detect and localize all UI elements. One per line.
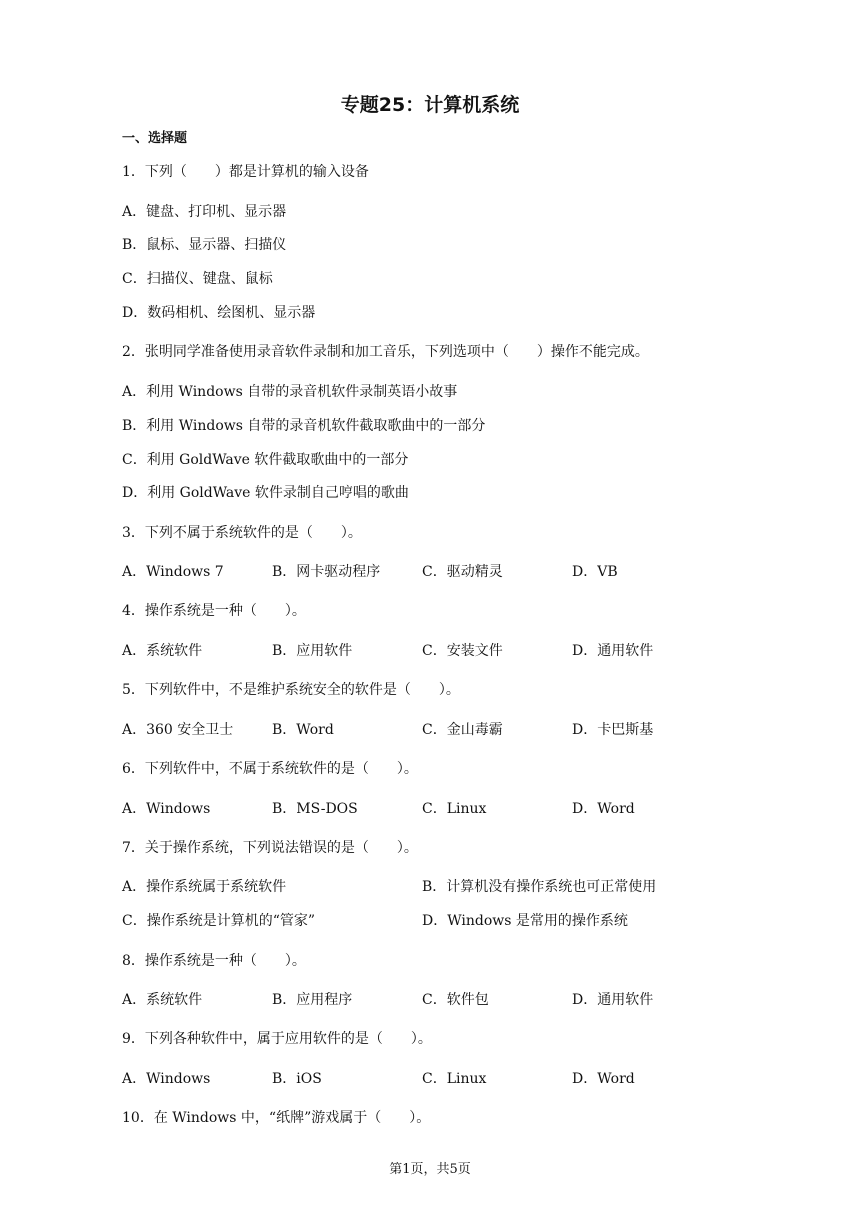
option-c: C．利用 GoldWave 软件截取歌曲中的一部分	[122, 452, 409, 468]
option-d: D．Word	[572, 801, 635, 817]
option-a: A．系统软件	[122, 992, 203, 1008]
option-d: D．Word	[572, 1071, 635, 1087]
section-heading: 一、选择题	[122, 131, 188, 146]
option-a: A．Windows	[122, 801, 211, 817]
question-stem: 5．下列软件中，不是维护系统安全的软件是（ ）。	[122, 682, 460, 698]
option-a: A．Windows	[122, 1071, 211, 1087]
option-d: D．通用软件	[572, 643, 654, 659]
option-d: D．卡巴斯基	[572, 722, 654, 738]
option-b: B．鼠标、显示器、扫描仪	[122, 237, 287, 253]
option-c: C．驱动精灵	[422, 564, 503, 580]
question-stem: 7．关于操作系统，下列说法错误的是（ ）。	[122, 840, 418, 856]
question-stem: 4．操作系统是一种（ ）。	[122, 603, 306, 619]
option-a: A．键盘、打印机、显示器	[122, 204, 287, 220]
option-a: A．系统软件	[122, 643, 203, 659]
option-b: B．MS-DOS	[272, 801, 358, 817]
option-b: B．网卡驱动程序	[272, 564, 381, 580]
option-b: B．应用程序	[272, 992, 353, 1008]
option-a: A．操作系统属于系统软件	[122, 879, 287, 895]
option-c: C．安装文件	[422, 643, 503, 659]
question-stem: 1．下列（ ）都是计算机的输入设备	[122, 164, 369, 180]
page-footer: 第1页，共5页	[389, 1162, 471, 1177]
option-d: D．Windows 是常用的操作系统	[422, 913, 628, 929]
option-b: B．利用 Windows 自带的录音机软件截取歌曲中的一部分	[122, 418, 486, 434]
question-stem: 10．在 Windows 中，“纸牌”游戏属于（ ）。	[122, 1110, 431, 1126]
option-c: C．扫描仪、键盘、鼠标	[122, 271, 273, 287]
option-b: B．iOS	[272, 1071, 322, 1087]
option-d: D．利用 GoldWave 软件录制自己哼唱的歌曲	[122, 485, 409, 501]
option-b: B．Word	[272, 722, 334, 738]
option-c: C．软件包	[422, 992, 489, 1008]
question-stem: 9．下列各种软件中，属于应用软件的是（ ）。	[122, 1031, 432, 1047]
option-d: D．通用软件	[572, 992, 654, 1008]
option-d: D．数码相机、绘图机、显示器	[122, 305, 316, 321]
question-stem: 6．下列软件中，不属于系统软件的是（ ）。	[122, 761, 418, 777]
option-c: C．Linux	[422, 1071, 487, 1087]
option-b: B．应用软件	[272, 643, 353, 659]
option-b: B．计算机没有操作系统也可正常使用	[422, 879, 657, 895]
option-d: D．VB	[572, 564, 618, 580]
question-stem: 3．下列不属于系统软件的是（ ）。	[122, 525, 362, 541]
option-a: A．360 安全卫士	[122, 722, 234, 738]
option-c: C．Linux	[422, 801, 487, 817]
option-a: A．Windows 7	[122, 564, 224, 580]
option-c: C．金山毒霸	[422, 722, 503, 738]
question-stem: 2．张明同学准备使用录音软件录制和加工音乐，下列选项中（ ）操作不能完成。	[122, 344, 649, 360]
page-title: 专题25：计算机系统	[340, 94, 520, 116]
option-c: C．操作系统是计算机的“管家”	[122, 913, 316, 929]
question-stem: 8．操作系统是一种（ ）。	[122, 953, 306, 969]
option-a: A．利用 Windows 自带的录音机软件录制英语小故事	[122, 384, 458, 400]
